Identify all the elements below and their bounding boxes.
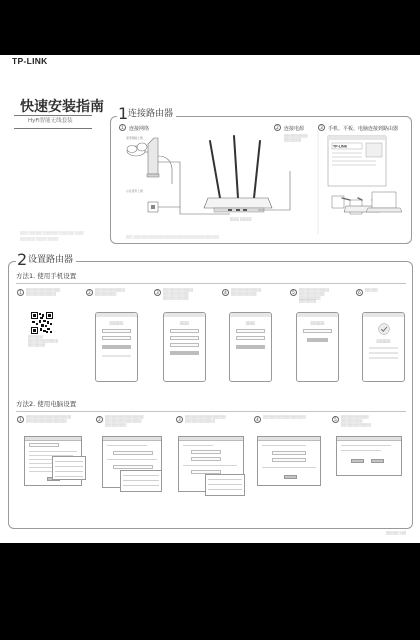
subtitle-rule xyxy=(14,128,92,129)
success-check-icon xyxy=(378,323,390,335)
m2-step1-desc: ░░░░░░░░░░░░░░░░░░░░░ ░░░░░░░░░░░░░░░░░░░ xyxy=(26,415,72,423)
modem-label: 小区宽带上网 xyxy=(126,189,143,193)
doc-code: ░░░░░░ ░░░ xyxy=(386,531,407,535)
cover-fine-print: ░░░░ ░░░░░░ ░░░░░░░ ░░░░░░░ ░░░░ xyxy=(20,231,84,235)
client-devices-icon xyxy=(332,192,402,214)
section-2-title: 设置路由器 xyxy=(28,256,76,265)
qr-caption: ░░░░░░░ ░░░░░░░░░░░░░░ ░░░░░░░░ xyxy=(28,335,59,347)
svg-text:TP-LINK: TP-LINK xyxy=(333,144,348,149)
m1-step3-number: 3 xyxy=(154,289,161,296)
router-port-caption: ░░░░ ░░░░░ xyxy=(230,217,252,221)
m2-step2-number: 2 xyxy=(96,416,103,423)
phone-screen-2: ░░░░░░ xyxy=(95,312,138,382)
section-1-footnote: ░░░ ░░░░░░░░░░░░░░░░░░░░░░░░░░░░░░░░░░░░░░░░ xyxy=(126,235,220,239)
m1-step2-desc: ░░░░░░░░░░░░░░ ░░░░░░░░░░ xyxy=(95,288,126,296)
m1-step1-number: 1 xyxy=(17,289,24,296)
s1-step1-label: 连接网络 xyxy=(129,126,150,132)
s1-step3-number: 3 xyxy=(318,124,325,131)
m2-step4-desc: ░░░░░░░░░░░░░░░░░░░░ xyxy=(263,415,307,419)
m1-step6-number: 6 xyxy=(356,289,363,296)
section-1-number: 1 xyxy=(118,104,129,123)
power-description: ░░░░░░░░░░░ ░░░░░░░░ xyxy=(284,134,308,142)
m2-step1-number: 1 xyxy=(17,416,24,423)
method-2-title: 方法2. 使用电脑设置 xyxy=(16,400,77,408)
modem-icon xyxy=(147,138,159,177)
phone-screen-5: ░░░░░░ xyxy=(296,312,339,382)
section-2-number: 2 xyxy=(17,250,28,269)
s1-step1-number: 1 xyxy=(119,124,126,131)
cover-fine-print-2: ░░░░░░░ ░░░░░ ░░░░░ xyxy=(20,237,59,241)
internet-cloud-icon xyxy=(127,143,147,156)
m2-step3-number: 3 xyxy=(176,416,183,423)
title-rule xyxy=(14,115,92,116)
m2-step3-desc: ░░░░░░░░░░░░░░░░░░░ ░░░░░░░░░░░░░░ xyxy=(185,415,226,423)
m2-step5-number: 5 xyxy=(332,416,339,423)
s1-step3-label: 手机、平板、电脑连接到路由器 xyxy=(328,126,399,132)
wall-socket-icon xyxy=(148,202,158,212)
m2-step5-desc: ░░░░░░░░░░░░░ ░░░░░░░░░░ ░░░░░░░░░░░░░░ xyxy=(341,415,372,427)
method-1-title: 方法1. 使用手机设置 xyxy=(16,272,77,280)
m1-step3-desc: ░░░░░░░░░░░░░░ ░░░░░░░░░░░░ ░░░░░░░░░░░░ xyxy=(163,288,194,300)
popup-panel-2 xyxy=(120,470,162,492)
guide-title: 快速安装指南 xyxy=(20,99,104,115)
guide-subtitle: HyFi智能无线套装 xyxy=(28,118,73,124)
method-1-rule xyxy=(16,283,406,284)
line-in-label: 宽带网络上网 xyxy=(126,136,143,140)
s1-step2-number: 2 xyxy=(274,124,281,131)
phone-screen-4: ░░░░ xyxy=(229,312,272,382)
m1-step6-desc: ░░░░░░ xyxy=(365,288,378,292)
m1-step4-number: 4 xyxy=(222,289,229,296)
m1-step5-desc: ░░░░░░░░░░░░░░ ░░░░░░░░░░░░ ░░░░░░░░░░ ░░░░░░░░ xyxy=(299,288,330,304)
section-1-title: 连接路由器 xyxy=(128,110,176,119)
m2-step4-number: 4 xyxy=(254,416,261,423)
tp-link-logo: TP-LINK xyxy=(12,56,48,66)
phone-screen-3: ░░░░ xyxy=(163,312,206,382)
popup-panel-1 xyxy=(52,456,86,480)
m1-step4-desc: ░░░░░░░░░░░░░░ ░░░░░░░░░░░░ xyxy=(231,288,262,296)
phone-screen-6: ░░░░░░ xyxy=(362,312,405,382)
m2-step2-desc: ░░░░░░░░░░░░░░░░░░ ░░░░░░░░░░░░░░░░░ ░░░░░░░░░░ xyxy=(105,415,144,427)
browser-window-5 xyxy=(336,436,402,476)
qr-code xyxy=(31,312,53,334)
router-icon xyxy=(204,136,272,212)
m1-step2-number: 2 xyxy=(86,289,93,296)
method-2-rule xyxy=(16,411,406,412)
connection-diagram xyxy=(110,116,412,244)
m1-step1-desc: ░░░░░░░░░░░░░░░░ ░░░░░░░░░░░░░░ xyxy=(26,288,61,296)
browser-window-4 xyxy=(257,436,321,486)
wifi-screen-mock xyxy=(328,136,386,186)
s1-step2-label: 连接电源 xyxy=(284,126,305,132)
popup-panel-3 xyxy=(205,474,245,496)
m1-step5-number: 5 xyxy=(290,289,297,296)
